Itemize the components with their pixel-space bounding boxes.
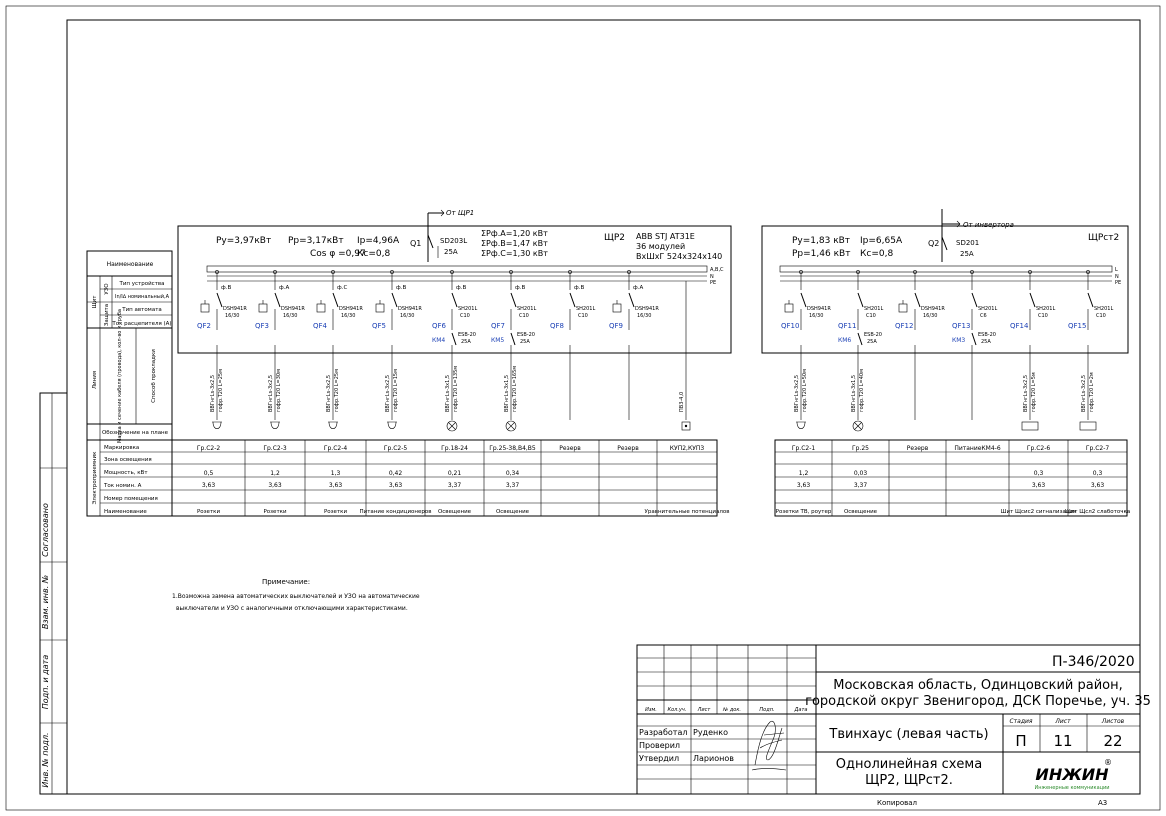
p1-circuit-1-rcd-icon	[259, 304, 267, 312]
p2-circuit-1-contactor-rating: 25A	[867, 339, 877, 345]
tb-col-list: Лист	[697, 707, 711, 713]
tb-col-kol: Кол.уч.	[667, 707, 687, 713]
p1-circuit-3-phase: ф.В	[396, 285, 407, 291]
p2-current-4: 3,63	[1031, 482, 1046, 489]
p2-circuit-3-id: QF13	[952, 322, 971, 330]
panel2-circuits	[781, 270, 1113, 431]
hdr-nominal-current: Ток номин. А	[104, 483, 142, 489]
p2-circuit-0-cable: ВВГнгLs-3х2,5	[794, 374, 800, 412]
tb-role-checker: Проверил	[639, 741, 681, 750]
p1-circuit-0-cable: ВВГнгLs-3х2,5	[210, 374, 216, 412]
p2-consumer-0: Розетки ТВ, роутер	[775, 509, 832, 515]
p1-consumer-2: Розетки	[323, 509, 348, 515]
p1-circuit-7-id: QF9	[609, 322, 623, 330]
hdr-consumers: Электроприемник	[92, 451, 98, 505]
p1-circuit-5-contactor-rating: 25A	[520, 339, 530, 345]
tb-sheet-title-1: Однолинейная схема	[835, 757, 983, 772]
p2-circuit-3-contactor-type: ESB-20	[978, 332, 996, 338]
p1-consumer-5: Освещение	[495, 509, 530, 515]
p2-circuit-1-device-rating: C10	[866, 313, 876, 319]
tb-sheet-number: 11	[1053, 732, 1073, 750]
p1-circuit-8-cable: ПВ3-4,0	[679, 391, 685, 412]
panel2-name: ЩРст2	[1088, 233, 1120, 243]
p1-circuit-5-laying: гофр.Т20 L=165м	[512, 365, 518, 412]
panel1-ip: Iр=4,96А	[357, 236, 400, 246]
p1-circuit-3-device: DSH941R	[398, 306, 422, 312]
p1-circuit-6-phase: ф.В	[574, 285, 585, 291]
p1-current-5: 3,37	[505, 482, 520, 489]
p1-circuit-1-cable: ВВГнгLs-3х2,5	[268, 374, 274, 412]
p2-circuit-4-device-rating: C10	[1038, 313, 1048, 319]
tb-address-2: городской округ Звенигород, ДСК Поречье, уч. 35	[805, 694, 1151, 709]
p1-circuit-7-phase: ф.А	[633, 285, 644, 291]
p2-circuit-4-id: QF14	[1010, 322, 1029, 330]
p1-circuit-4-laying: гофр.Т20 L=135м	[453, 365, 459, 412]
p1-circuit-6-device-rating: C10	[578, 313, 588, 319]
panel1-feed-label: От ЩР1	[446, 209, 475, 217]
p1-circuit-0-device: DSH941R	[223, 306, 247, 312]
p1-circuit-4-contactor-rating: 25A	[461, 339, 471, 345]
hdr-line: Линия	[92, 370, 98, 390]
panel2-q2-rating: 25A	[960, 250, 974, 258]
hdr-marking: Маркировка	[104, 445, 140, 451]
p2-circuit-4-laying: гофр.Т20 L=5м	[1031, 372, 1037, 412]
tb-col-izm: Изм.	[645, 707, 657, 713]
p2-circuit-2-rcd-icon	[899, 304, 907, 312]
p2-circuit-0-id: QF10	[781, 322, 800, 330]
p1-circuit-4-id: QF6	[432, 322, 446, 330]
p1-circuit-5-device-rating: C10	[519, 313, 529, 319]
p1-circuit-5-phase: ф.В	[515, 285, 526, 291]
p2-circuit-4-cable: ВВГнгLs-3х2,5	[1023, 374, 1029, 412]
p2-power-1: 0,03	[853, 470, 868, 477]
p1-circuit-1-device-rating: 16/30	[283, 313, 298, 319]
stamp-replace-inv: Взам. инв. №	[41, 574, 50, 630]
note	[172, 578, 420, 612]
tb-sheet-header: Лист	[1055, 718, 1071, 725]
panel2-busbar	[780, 266, 1112, 272]
p2-circuit-0-socket-icon	[796, 422, 806, 429]
registered-mark-icon: ®	[1104, 758, 1112, 767]
p1-circuit-1-phase: ф.А	[279, 285, 290, 291]
panel1-busbar	[207, 266, 707, 272]
hdr-automat-type: Тип автомата	[122, 307, 162, 313]
p2-circuit-3-device-rating: C6	[980, 313, 987, 319]
stamp-inv-original: Инв. № подл.	[41, 732, 50, 788]
p2-circuit-0-device-rating: 16/30	[809, 313, 824, 319]
p1-marking-0: Гр.С2-2	[196, 445, 221, 452]
p1-circuit-4-contactor-type: ESB-20	[458, 332, 476, 338]
p1-current-0: 3,63	[201, 482, 216, 489]
p1-current-1: 3,63	[268, 482, 282, 489]
p1-circuit-2-laying: гофр.Т20 L=25м	[334, 369, 340, 412]
p2-circuit-0-rcd-icon	[785, 304, 793, 312]
p1-circuit-4-cable: ВВГнгLs-3х1,5	[445, 374, 451, 412]
tb-address-1: Московская область, Одинцовский район,	[833, 678, 1123, 693]
p1-circuit-5-contactor-type: ESB-20	[517, 332, 535, 338]
p1-circuit-3-cable: ВВГнгLs-3х2,5	[385, 374, 391, 412]
p1-circuit-2-phase: ф.С	[337, 285, 348, 291]
p2-consumer-4: Шит Щсис2 сигнализация	[1000, 509, 1077, 515]
tb-name-approver: Ларионов	[693, 754, 734, 763]
panel2-q2-id: Q2	[928, 239, 940, 248]
hdr-uzo-type: Тип устройства	[119, 281, 165, 287]
panel2-bus-n: N	[1115, 274, 1119, 280]
developer-signature	[752, 721, 786, 770]
p2-circuit-1-contactor-type: ESB-20	[864, 332, 882, 338]
company-logo	[1034, 758, 1112, 791]
panel1-table	[172, 440, 730, 516]
panel1-enclosure-modules: 36 модулей	[636, 242, 686, 251]
p1-consumer-4: Освещение	[437, 509, 472, 515]
p2-marking-3: ПитаниеКМ4-6	[954, 445, 1001, 452]
tb-stage-header: Стадия	[1009, 718, 1033, 725]
panel2-bus-pe: PE	[1115, 280, 1122, 286]
p1-power-3: 0,42	[388, 470, 403, 477]
tb-format: А3	[1098, 799, 1108, 807]
p2-circuit-1-cable: ВВГнгLs-3х1,5	[851, 374, 857, 412]
tb-col-date: Дата	[794, 707, 808, 713]
stamp-sign-date: Подп. и дата	[41, 654, 50, 710]
p1-circuit-2-id: QF4	[313, 322, 327, 330]
p2-circuit-5-device: SH201L	[1094, 306, 1114, 312]
p2-circuit-3-contactor: КМ3	[952, 337, 966, 344]
panel1-q1-id: Q1	[410, 239, 422, 248]
p1-circuit-3-device-rating: 16/30	[400, 313, 415, 319]
p2-circuit-1-contactor: КМ6	[838, 337, 852, 344]
panel2-py: Ру=1,83 кВт	[792, 236, 851, 246]
p1-marking-4: Гр.18-24	[441, 445, 468, 452]
note-line-2: выключатели и УЗО с аналогичными отключающими характеристиками.	[176, 605, 408, 612]
p1-power-2: 1,3	[330, 470, 341, 477]
title-block	[637, 645, 1151, 807]
p2-current-0: 3,63	[796, 482, 811, 489]
p2-power-4: 0,3	[1033, 470, 1044, 477]
p1-circuit-2-device-rating: 16/30	[341, 313, 356, 319]
hdr-consumer-name: Наименование	[104, 509, 147, 515]
hdr-room-number: Номер помещения	[104, 496, 158, 502]
p1-circuit-1-id: QF3	[255, 322, 269, 330]
panel2-feed-label: От инвертора	[963, 221, 1014, 229]
p1-circuit-0-device-rating: 16/30	[225, 313, 240, 319]
note-line-1: 1.Возможна замена автоматических выключателей и УЗО на автоматические	[172, 593, 420, 600]
p2-circuit-0-device: DSH941R	[807, 306, 831, 312]
panel1-load-c: ΣРф.С=1,30 кВт	[481, 249, 548, 258]
p1-circuit-5-contactor: КМ5	[491, 337, 505, 344]
p1-circuit-3-laying: гофр.Т20 L=15м	[393, 369, 399, 412]
p1-current-3: 3,63	[388, 482, 403, 489]
panel2-pp: Рр=1,46 кВт	[792, 249, 851, 259]
p1-circuit-6-device: SH201L	[576, 306, 596, 312]
p1-circuit-5-cable: ВВГнгLs-3х1,5	[504, 374, 510, 412]
p2-circuit-3-contactor-rating: 25A	[981, 339, 991, 345]
panel2-bus-l: L	[1115, 267, 1118, 273]
tb-object: Твинхаус (левая часть)	[829, 727, 989, 742]
hdr-uzo-rating: In/I∆ номинальный,А	[114, 294, 170, 300]
hdr-group-protection: Защита	[104, 303, 110, 327]
p1-marking-2: Гр.С2-4	[323, 445, 348, 452]
p2-circuit-1-laying: гофр.Т20 L=40м	[859, 369, 865, 412]
p1-circuit-5-device: SH201L	[517, 306, 537, 312]
p2-circuit-2-device-rating: 16/30	[923, 313, 938, 319]
p1-circuit-4-phase: ф.В	[456, 285, 467, 291]
logo-text: ИНЖИН	[1035, 765, 1109, 784]
panel1-pp: Рр=3,17кВт	[288, 236, 344, 246]
p2-marking-4: Гр.С2-6	[1026, 445, 1051, 452]
p1-marking-5: Гр.25-38,В4,В5	[489, 445, 536, 452]
tb-role-developer: Разработал	[639, 728, 688, 737]
p2-circuit-0-laying: гофр.Т20 L=50м	[802, 369, 808, 412]
tb-col-doc: № док.	[723, 707, 741, 713]
p2-power-5: 0,3	[1092, 470, 1103, 477]
hdr-plan-designation: Обозначение на плане	[101, 430, 169, 436]
tb-role-approver: Утвердил	[639, 754, 680, 763]
panel1-bus-pe: PE	[710, 280, 717, 286]
panel1-bus-n: N	[710, 274, 714, 280]
panel1-name: ЩР2	[604, 233, 625, 243]
hdr-release-current: Ток расцепителя (А)	[112, 321, 172, 327]
p2-circuit-3-device: SH201L	[978, 306, 998, 312]
panel1-load-a: ΣРф.А=1,20 кВт	[481, 229, 548, 238]
panel2-kc: Кс=0,8	[860, 249, 894, 259]
panel1-load-b: ΣРф.В=1,47 кВт	[481, 239, 548, 248]
p1-circuit-4-contactor: КМ4	[432, 337, 446, 344]
p1-current-4: 3,37	[447, 482, 462, 489]
p2-marking-2: Резерв	[906, 445, 929, 452]
p1-circuit-0-id: QF2	[197, 322, 211, 330]
panel1-enclosure-size: ВхШхГ 524х324х140	[636, 252, 723, 261]
hdr-light-zone: Зона освещения	[104, 457, 152, 463]
p1-power-4: 0,21	[447, 470, 462, 477]
row-header-table	[87, 251, 172, 516]
tb-sheet-title-2: ЩР2, ЩРст2.	[865, 773, 953, 788]
p1-circuit-7-device-rating: 16/30	[637, 313, 652, 319]
p1-circuit-1-device: DSH941R	[281, 306, 305, 312]
p2-circuit-2-device: DSH941R	[921, 306, 945, 312]
panel-shrst2	[762, 209, 1128, 431]
p2-marking-1: Гр.25	[851, 445, 870, 452]
p2-current-1: 3,37	[853, 482, 868, 489]
p1-marking-3: Гр.С2-5	[383, 445, 408, 452]
tb-sheets-total: 22	[1103, 732, 1123, 750]
p2-circuit-4-panel-icon	[1022, 422, 1038, 430]
panel1-q1-type: SD203L	[440, 237, 468, 245]
tb-copied: Копировал	[877, 799, 917, 807]
p2-circuit-1-device: SH201L	[864, 306, 884, 312]
p1-circuit-2-device: DSH941R	[339, 306, 363, 312]
p1-power-1: 1,2	[270, 470, 280, 477]
p2-circuit-2-id: QF12	[895, 322, 914, 330]
panel1-py: Ру=3,97кВт	[216, 236, 272, 246]
p1-circuit-0-laying: гофр.Т20 L=25м	[218, 369, 224, 412]
p1-circuit-4-device-rating: C10	[460, 313, 470, 319]
p1-circuit-5-id: QF7	[491, 322, 505, 330]
p2-circuit-5-id: QF15	[1068, 322, 1087, 330]
p1-circuit-6-id: QF8	[550, 322, 564, 330]
p2-circuit-5-panel-icon	[1080, 422, 1096, 430]
p1-circuit-1-laying: гофр.Т20 L=30м	[276, 369, 282, 412]
p2-circuit-4-device: SH201L	[1036, 306, 1056, 312]
p1-circuit-3-rcd-icon	[376, 304, 384, 312]
p1-circuit-3-socket-icon	[387, 422, 397, 429]
hdr-cable: Марка и сечение кабеля (провода), кол-во и труба	[117, 309, 123, 443]
p2-circuit-5-cable: ВВГнгLs-3х2,5	[1081, 374, 1087, 412]
p2-power-0: 1,2	[798, 470, 809, 477]
hdr-laying: Способ прокладки	[151, 349, 157, 403]
p1-marking-7: Резерв	[617, 445, 639, 452]
tb-name-developer: Руденко	[693, 728, 728, 737]
note-title: Примечание:	[262, 578, 311, 586]
p1-marking-1: Гр.С2-3	[263, 445, 287, 452]
panel1-enclosure-model: ABB STJ AT31E	[636, 232, 695, 241]
p1-consumer-1: Розетки	[263, 509, 287, 515]
panel1-q1-rating: 25A	[444, 248, 458, 256]
p1-current-2: 3,63	[328, 482, 343, 489]
panel1-bus-abc: A,B,C	[710, 267, 724, 273]
hdr-group-line: Щит	[92, 295, 98, 309]
hdr-name: Наименование	[106, 261, 154, 268]
p1-circuit-1-socket-icon	[270, 422, 280, 429]
panel-shr2	[178, 209, 731, 431]
p1-circuit-7-device: DSH941R	[635, 306, 659, 312]
hdr-power: Мощность, кВт	[104, 470, 148, 476]
panel2-ip: Iр=6,65А	[860, 236, 903, 246]
p2-marking-5: Гр.С2-7	[1085, 445, 1110, 452]
panel1-kc: Кс=0,8	[357, 249, 391, 259]
tb-code: П-346/2020	[1052, 654, 1135, 670]
p2-circuit-5-device-rating: C10	[1096, 313, 1106, 319]
p1-marking-6: Резерв	[559, 445, 581, 452]
p1-circuit-0-rcd-icon	[201, 304, 209, 312]
panel1-cos: Cos φ =0,97	[310, 249, 366, 259]
p1-consumer-8: Уравнительные потенциалов	[644, 509, 730, 515]
p1-circuit-2-rcd-icon	[317, 304, 325, 312]
p2-consumer-5: Шит Щсл2 слаботочка	[1064, 509, 1131, 515]
p1-circuit-4-device: SH201L	[458, 306, 478, 312]
p2-current-5: 3,63	[1090, 482, 1105, 489]
p1-power-0: 0,5	[203, 470, 214, 477]
tb-stage: П	[1015, 732, 1027, 750]
side-stamp	[40, 393, 67, 794]
p1-power-5: 0,34	[505, 470, 520, 477]
p2-circuit-5-laying: гофр.Т20 L=2м	[1089, 372, 1095, 412]
stamp-agreed: Согласовано	[41, 503, 50, 557]
p1-circuit-3-id: QF5	[372, 322, 386, 330]
panel2-table	[775, 440, 1130, 516]
p1-marking-8: КУП2,КУП3	[669, 445, 705, 452]
logo-subtitle: Инженерные коммуникации	[1034, 785, 1110, 791]
p1-consumer-3: Питание кондиционеров	[359, 509, 432, 515]
p2-consumer-1: Освещение	[843, 509, 878, 515]
p2-circuit-1-id: QF11	[838, 322, 857, 330]
p1-consumer-0: Розетки	[196, 509, 221, 515]
p2-marking-0: Гр.С2-1	[791, 445, 816, 452]
p1-circuit-7-rcd-icon	[613, 304, 621, 312]
panel1-circuits	[197, 270, 690, 431]
hdr-group-uzo: УЗО	[104, 283, 110, 295]
tb-col-sign: Подп.	[759, 707, 775, 713]
p1-circuit-0-phase: ф.В	[221, 285, 232, 291]
tb-sheets-header: Листов	[1101, 718, 1125, 725]
panel2-q2-type: SD201	[956, 239, 980, 247]
p1-circuit-2-socket-icon	[328, 422, 338, 429]
p1-circuit-2-cable: ВВГнгLs-3х2,5	[326, 374, 332, 412]
p1-circuit-0-socket-icon	[212, 422, 222, 429]
